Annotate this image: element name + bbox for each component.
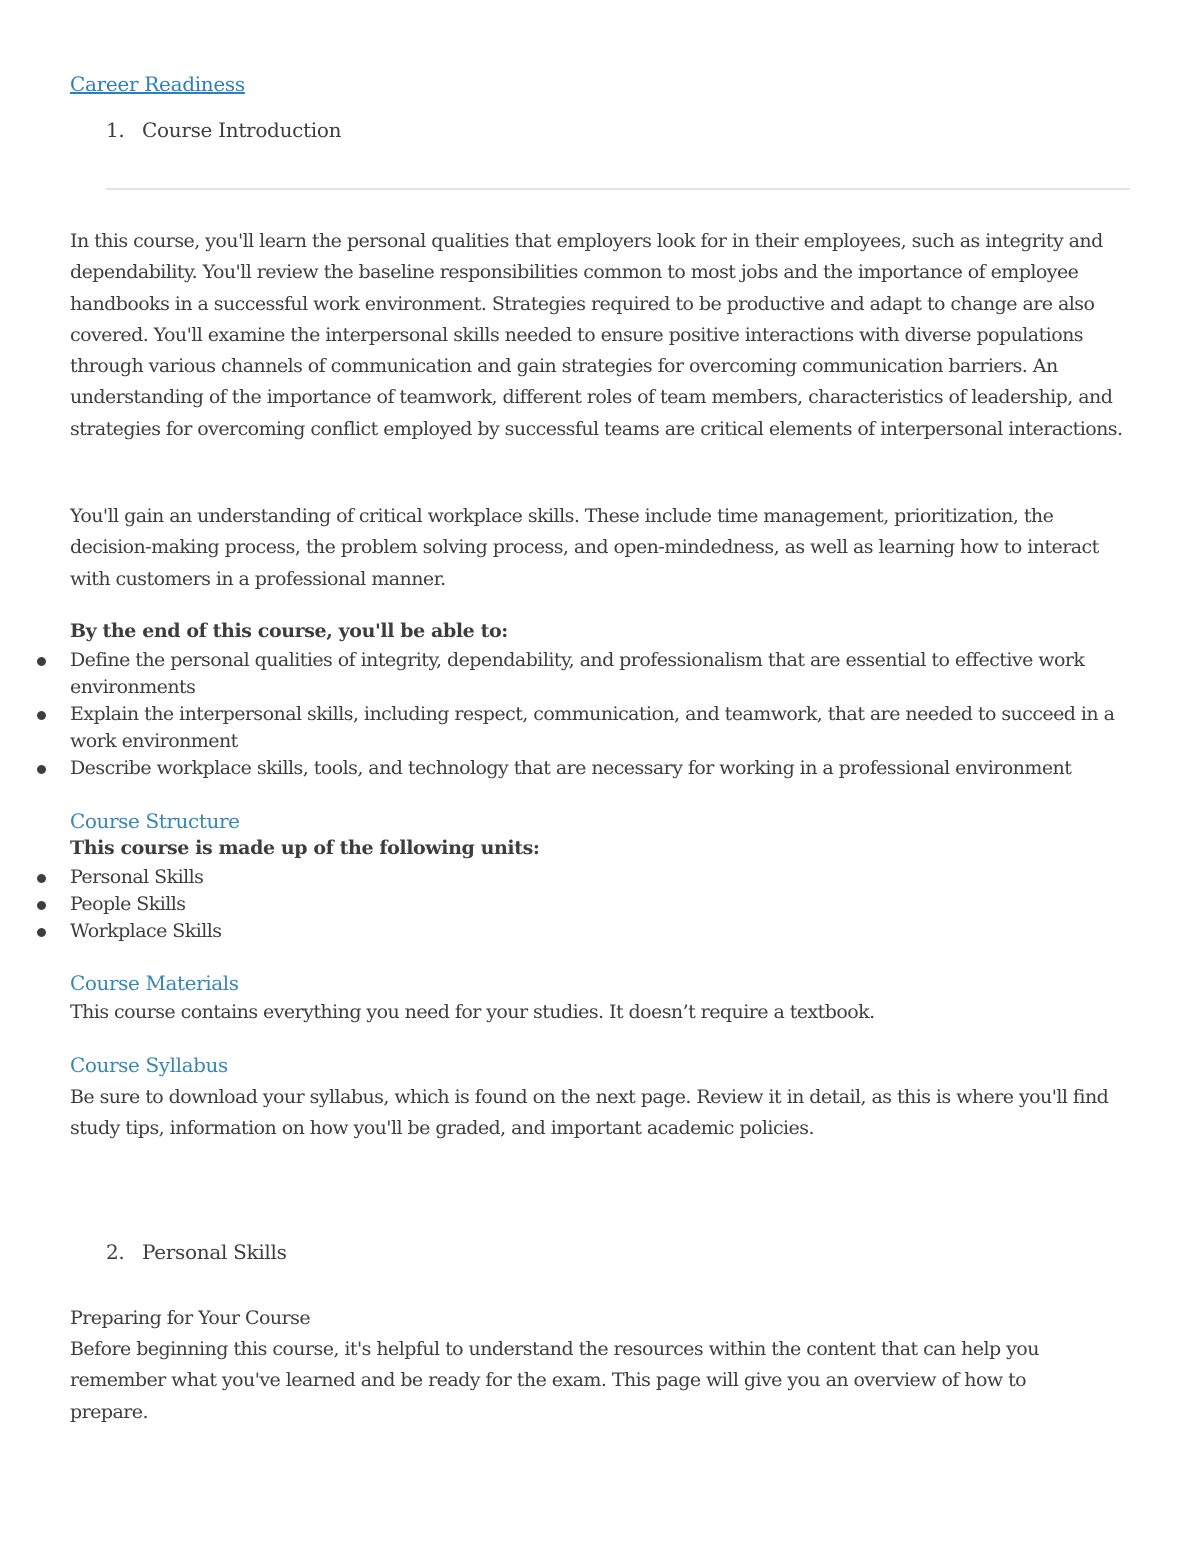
list-item: Define the personal qualities of integrity, dependability, and professionalism that are essential to effective work environments — [70, 647, 1132, 701]
course-materials-text: This course contains everything you need for your studies. It doesn’t require a textbook. — [70, 1001, 875, 1023]
units-list — [70, 864, 670, 945]
list-item: Describe workplace skills, tools, and technology that are necessary for working in a professional environment — [70, 755, 1132, 782]
objectives-heading: By the end of this course, you'll be able to: — [70, 620, 508, 642]
intro-paragraph-1: In this course, you'll learn the personal qualities that employers look for in their employees, such as integrity and dependability. You'll review the baseline responsibilities common to most jobs and the importance of employee handbooks in a successful work environment. Strategies required to be productive and adapt to change are also covered. You'll examine the interpersonal skills needed to ensure positive interactions with diverse populations through various channels of communication and gain strategies for overcoming communication barriers. An understanding of the importance of teamwork, different roles of team members, characteristics of leadership, and strategies for overcoming conflict employed by successful teams are critical elements of interpersonal interactions. — [70, 230, 1123, 440]
course-syllabus-text: Be sure to download your syllabus, which is found on the next page. Review it in detail, as this is where you'll find study tips, information on how you'll be graded, and important academic policies. — [70, 1086, 1109, 1140]
section-heading-personal-skills — [106, 1240, 287, 1264]
breadcrumb-link-career-readiness[interactable]: Career Readiness — [70, 72, 245, 96]
course-materials-heading: Course Materials — [70, 971, 239, 995]
section-title: Personal Skills — [142, 1240, 287, 1264]
list-item: Explain the interpersonal skills, including respect, communication, and teamwork, that are needed to succeed in a work environment — [70, 701, 1132, 755]
list-item: Workplace Skills — [70, 918, 670, 945]
preparing-text: Before beginning this course, it's helpful to understand the resources within the content that can help you remember what you've learned and be ready for the exam. This page will give you an overview of how to prepare. — [70, 1338, 1039, 1423]
objectives-list — [70, 647, 1132, 782]
preparing-heading: Preparing for Your Course — [70, 1307, 311, 1329]
course-structure-heading: Course Structure — [70, 809, 240, 833]
course-structure-subheading: This course is made up of the following units: — [70, 837, 540, 859]
intro-paragraph-2: You'll gain an understanding of critical workplace skills. These include time management, prioritization, the decision-making process, the problem solving process, and open-mindedness, as well as learning how to interact with customers in a professional manner. — [70, 505, 1099, 590]
section-number: 2. — [106, 1240, 125, 1264]
section-number: 1. — [106, 118, 125, 142]
list-item: Personal Skills — [70, 864, 670, 891]
section-divider — [106, 188, 1130, 190]
section-title: Course Introduction — [142, 118, 342, 142]
section-heading-course-introduction — [106, 118, 341, 142]
list-item: People Skills — [70, 891, 670, 918]
course-syllabus-heading: Course Syllabus — [70, 1053, 228, 1077]
